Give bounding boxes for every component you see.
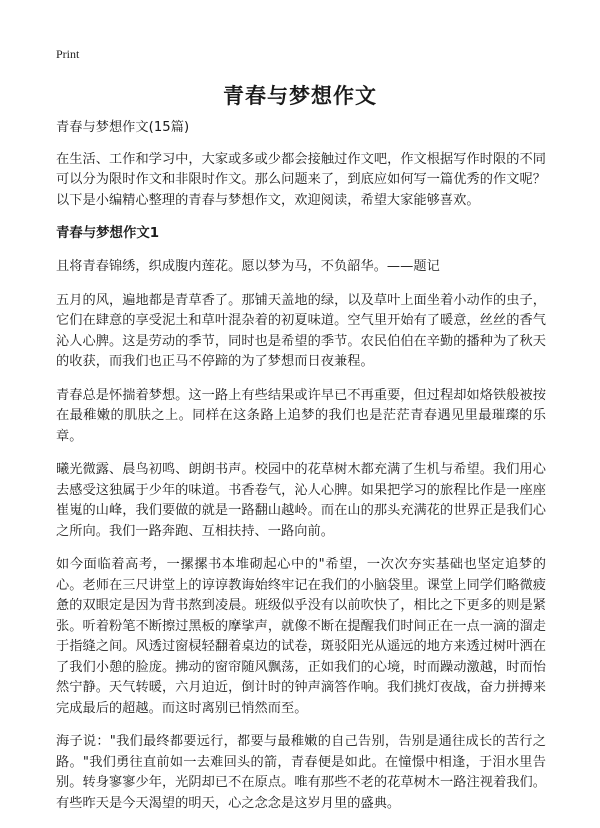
paragraph: 海子说："我们最终都要远行，都要与最稚嫩的自己告别，告别是通往成长的苦行之路。"我们勇往直前如一去难回头的箭，青春便是如此。在憧憬中相逢，于泪水里告别。转身寥寥少年，光阴却已不在原点。唯有那些不老的花草树木一路注视着我们。有些昨天是今天渴望的明天，心之念念是这岁月里的盛典。	[56, 734, 546, 811]
paragraph: 如今面临着高考，一摞摞书本堆砌起心中的"希望，一次次夯实基础也坚定追梦的心。老师在三尺讲堂上的谆谆教诲始终牢记在我们的小脑袋里。课堂上同学们略微疲惫的双眼定是因为背书熬到凌晨。班级似乎没有以前吹快了，相比之下更多的则是紧张。听着粉笔不断擦过黑板的摩挲声，就像不断在提醒我们时间正在一点一滴的溜走于指缝之间。风透过窗棂轻翻着桌边的试卷，斑驳阳光从遥远的地方来透过树叶洒在了我们小憩的脸庞。拂动的窗帘随风飘荡，正如我们的心境，时而躁动激越，时而怡然宁静。天气转暖，六月迫近，倒计时的钟声滴答作响。我们挑灯夜战，奋力拼搏来完成最后的超越。而这时离别已悄然而至。	[56, 557, 546, 716]
article-subtitle: 青春与梦想作文(15篇)	[56, 120, 190, 135]
print-link[interactable]: Print	[56, 47, 80, 61]
paragraph: 五月的风，遍地都是青草香了。那铺天盖地的绿，以及草叶上面坐着小动作的虫子，它们在肆意的享受泥土和草叶混杂着的初夏味道。空气里开始有了暖意，丝丝的香气沁人心脾。这是劳动的季节，同时也是希望的季节。农民伯伯在辛勤的播种为了秋天的收获，而我们也正马不停蹄的为了梦想而日夜兼程。	[56, 292, 546, 369]
page-title: 青春与梦想作文	[223, 84, 377, 108]
paragraph-epigraph: 且将青春锦绣，织成腹内莲花。愿以梦为马，不负韶华。——题记	[56, 259, 440, 274]
paragraph: 青春总是怀揣着梦想。这一路上有些结果或许早已不再重要，但过程却如烙铁般被按在最稚嫩的肌肤之上。同样在这条路上追梦的我们也是茫茫青春遇见里最璀璨的乐章。	[56, 387, 546, 444]
section-heading: 青春与梦想作文1	[56, 226, 160, 241]
paragraph: 曦光微露、晨鸟初鸣、朗朗书声。校园中的花草树木都充满了生机与希望。我们用心去感受这独属于少年的味道。书香卷气，沁人心脾。如果把学习的旅程比作是一座座崔嵬的山峰，我们要做的就是一路翻山越岭。而在山的那头充满花的世界正是我们心之所向。我们一路奔跑、互相扶持、一路向前。	[56, 462, 546, 539]
article-body	[56, 118, 546, 827]
intro-paragraph: 在生活、工作和学习中，大家或多或少都会接触过作文吧，作文根据写作时限的不同可以分为限时作文和非限时作文。那么问题来了，到底应如何写一篇优秀的作文呢？以下是小编精心整理的青春与梦想作文，欢迎阅读，希望大家能够喜欢。	[56, 151, 546, 208]
